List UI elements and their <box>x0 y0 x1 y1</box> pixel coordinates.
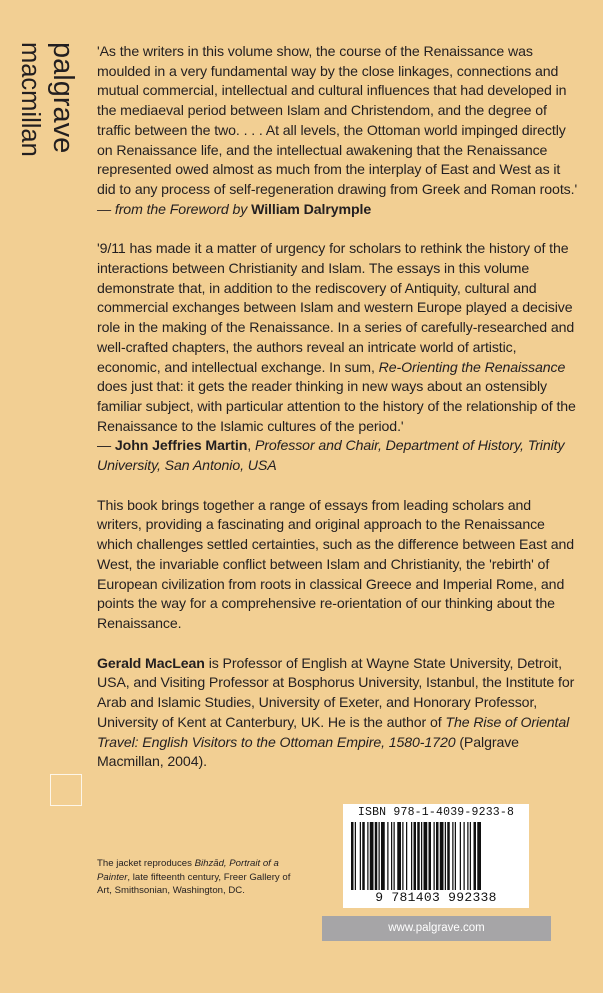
quote-dalrymple: 'As the writers in this volume show, the course of the Renaissance was moulded in a very fundamental way by the close linkages, connections and mutual commercial, intellectual and cultural influences that had developed in the mediaeval period between Islam and Christendom, and the degree of traffic between the two. . . . At all levels, the Ottoman world impinged directly on Renaissance life, and the intellectual awakening that the Renaissance represented owed almost as much from the interplay of East and West as it did to any process of self-regeneration drawing from Greek and Roman roots.' <box>97 43 578 197</box>
back-cover-text <box>97 42 579 772</box>
jacket-credit: The jacket reproduces Bihzād, Portrait of a Painter, late fifteenth century, Freer Gallery of Art, Smithsonian, Washington, DC. <box>97 858 291 897</box>
isbn-digits: 9 781403 992338 <box>375 890 497 905</box>
quote-martin: '9/11 has made it a matter of urgency for scholars to rethink the history of the interactions between Christianity and Islam. The essays in this volume demonstrate that, in addition to the rediscovery of Antiquity, cultural and commercial exchanges between Islam and western Europe played a decisive role in the making of the Renaissance. In a series of carefully-researched and well-crafted chapters, the authors reveal an intricate world of artistic, economic, and intellectual exchange. In sum, Re-Orienting the Renaissance does just that: it gets the reader thinking in new ways about an ostensibly familiar subject, with particular attention to the history of the relationship of the Renaissance to the Islamic cultures of the period.' <box>97 240 576 434</box>
quote-dalrymple-attribution: — from the Foreword by William Dalrymple <box>97 200 372 217</box>
barcode-bar <box>452 822 453 890</box>
quote-book-title: Re-Orienting the Renaissance <box>378 358 566 375</box>
barcode-bar <box>362 822 365 890</box>
barcode-bar <box>455 822 456 890</box>
barcode-bar <box>477 822 481 890</box>
barcode-bar <box>402 822 403 890</box>
barcode-bar <box>375 822 378 890</box>
barcode-bar <box>387 822 388 890</box>
author-bio: Gerald MacLean is Professor of English at Wayne State University, Detroit, USA, and Visiting Professor at Bosphorus University, Istanbul, the Institute for Arab and Islamic Studies, University of Exeter, and Honorary Professor, University of Kent at Canterbury, UK. He is the author of The Rise of Oriental Travel: English Visitors to the Ottoman Empire, 1580-1720 (Palgrave Macmillan, 2004). <box>97 654 575 770</box>
barcode-bar <box>467 822 468 890</box>
book-description: This book brings together a range of essays from leading scholars and writers, providing a fascinating and original approach to the Renaissance which challenges settled certainties, such as the difference between East and West, the invariable conflict between Islam and Christianity, the 'rebirth' of European civilization from roots in classical Greece and Imperial Rome, and points the way for a comprehensive re-orientation of our thinking about the Renaissance. <box>97 496 575 631</box>
barcode-bar <box>351 822 354 890</box>
barcode-bar <box>421 822 422 890</box>
barcode-bar <box>414 822 417 890</box>
barcode-bar <box>417 822 420 890</box>
palgrave-macmillan-logo <box>6 40 90 190</box>
barcode-bar <box>424 822 428 890</box>
isbn-label: ISBN 978-1-4039-9233-8 <box>357 806 515 819</box>
barcode-bar <box>379 822 380 890</box>
barcode-bar <box>464 822 465 890</box>
barcode-bar <box>367 822 368 890</box>
barcode-bar <box>470 822 471 890</box>
barcode-bar <box>474 822 477 890</box>
barcode-bar <box>440 822 444 890</box>
palgrave-logo-svg <box>6 40 90 190</box>
barcode-bar <box>429 822 432 890</box>
barcode-bar <box>381 822 385 890</box>
barcode-bar <box>406 822 407 890</box>
quote-martin-attribution: — John Jeffries Martin, Professor and Chair, Department of History, Trinity University, San Antonio, USA <box>97 437 565 474</box>
barcode-bar <box>355 822 356 890</box>
barcode-bar <box>360 822 361 890</box>
isbn-barcode <box>343 804 529 908</box>
barcode-bar <box>460 822 461 890</box>
barcode-bar <box>397 822 401 890</box>
barcode-bar <box>447 822 450 890</box>
barcode-bar <box>370 822 374 890</box>
barcode-bar <box>436 822 439 890</box>
barcode-bar <box>411 822 412 890</box>
decorative-square <box>50 774 82 806</box>
barcode-bars <box>351 822 521 890</box>
barcode-bar <box>391 822 392 890</box>
barcode-bar <box>445 822 446 890</box>
brand-line1: palgrave <box>47 42 79 154</box>
barcode-bar <box>394 822 395 890</box>
brand-line2: macmillan <box>16 42 44 157</box>
publisher-url[interactable]: www.palgrave.com <box>322 916 551 941</box>
barcode-bar <box>434 822 435 890</box>
